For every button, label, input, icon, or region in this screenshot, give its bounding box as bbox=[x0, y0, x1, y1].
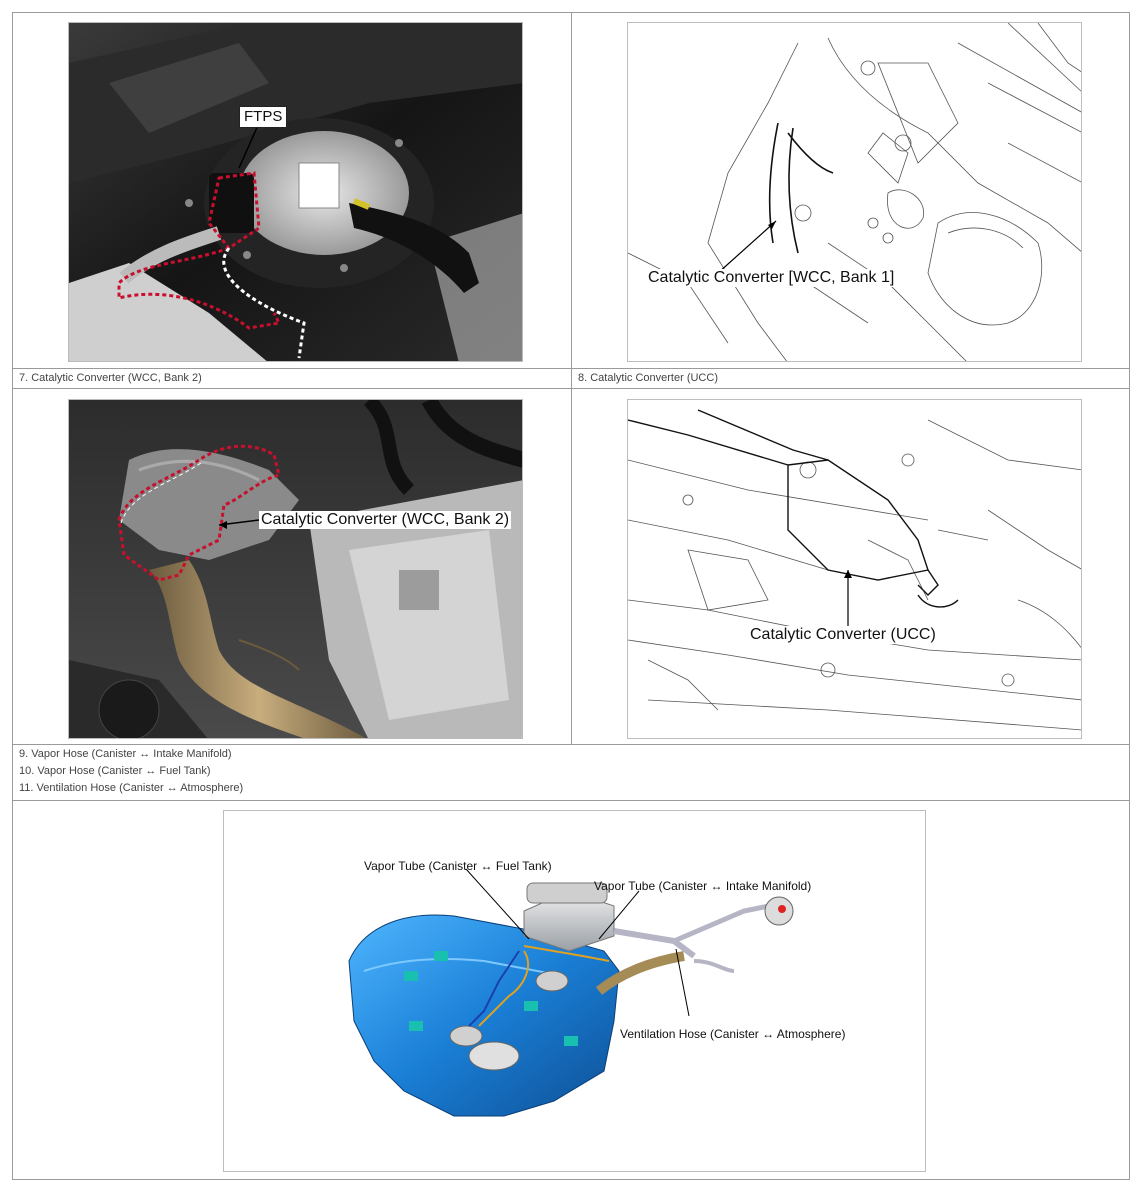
document-table bbox=[12, 12, 1130, 1180]
wcc-bank2-photo-illustration bbox=[69, 400, 523, 739]
caption-7: 7. Catalytic Converter (WCC, Bank 2) bbox=[19, 372, 202, 384]
ucc-drawing bbox=[627, 399, 1082, 739]
caption-9: 9. Vapor Hose (Canister ↔ Intake Manifold) bbox=[19, 748, 232, 760]
vapor-tube-fuel-tank-label: Vapor Tube (Canister ↔ Fuel Tank) bbox=[364, 859, 552, 873]
wcc-bank2-photo bbox=[68, 399, 523, 739]
wcc-bank2-label: Catalytic Converter (WCC, Bank 2) bbox=[261, 511, 510, 528]
ftps-photo bbox=[68, 22, 523, 362]
fuel-system-illustration bbox=[224, 811, 926, 1172]
caption-10: 10. Vapor Hose (Canister ↔ Fuel Tank) bbox=[19, 765, 211, 777]
row-divider bbox=[13, 800, 1129, 801]
fuel-system-diagram bbox=[223, 810, 926, 1172]
ucc-label: Catalytic Converter (UCC) bbox=[750, 626, 936, 643]
ucc-line-art bbox=[628, 400, 1082, 739]
wcc-bank1-line-art bbox=[628, 23, 1082, 362]
row-divider bbox=[13, 388, 1129, 389]
row-divider bbox=[13, 744, 1129, 745]
caption-8: 8. Catalytic Converter (UCC) bbox=[578, 372, 718, 384]
column-divider bbox=[571, 13, 572, 744]
ftps-label: FTPS bbox=[239, 106, 287, 128]
row-divider bbox=[13, 368, 1129, 369]
ftps-photo-illustration bbox=[69, 23, 523, 362]
wcc-bank1-label: Catalytic Converter [WCC, Bank 1] bbox=[648, 269, 895, 286]
wcc-bank1-drawing bbox=[627, 22, 1082, 362]
vapor-tube-intake-manifold-label: Vapor Tube (Canister ↔ Intake Manifold) bbox=[594, 879, 812, 893]
ventilation-hose-label: Ventilation Hose (Canister ↔ Atmosphere) bbox=[620, 1027, 846, 1041]
caption-11: 11. Ventilation Hose (Canister ↔ Atmosphere) bbox=[19, 782, 244, 794]
